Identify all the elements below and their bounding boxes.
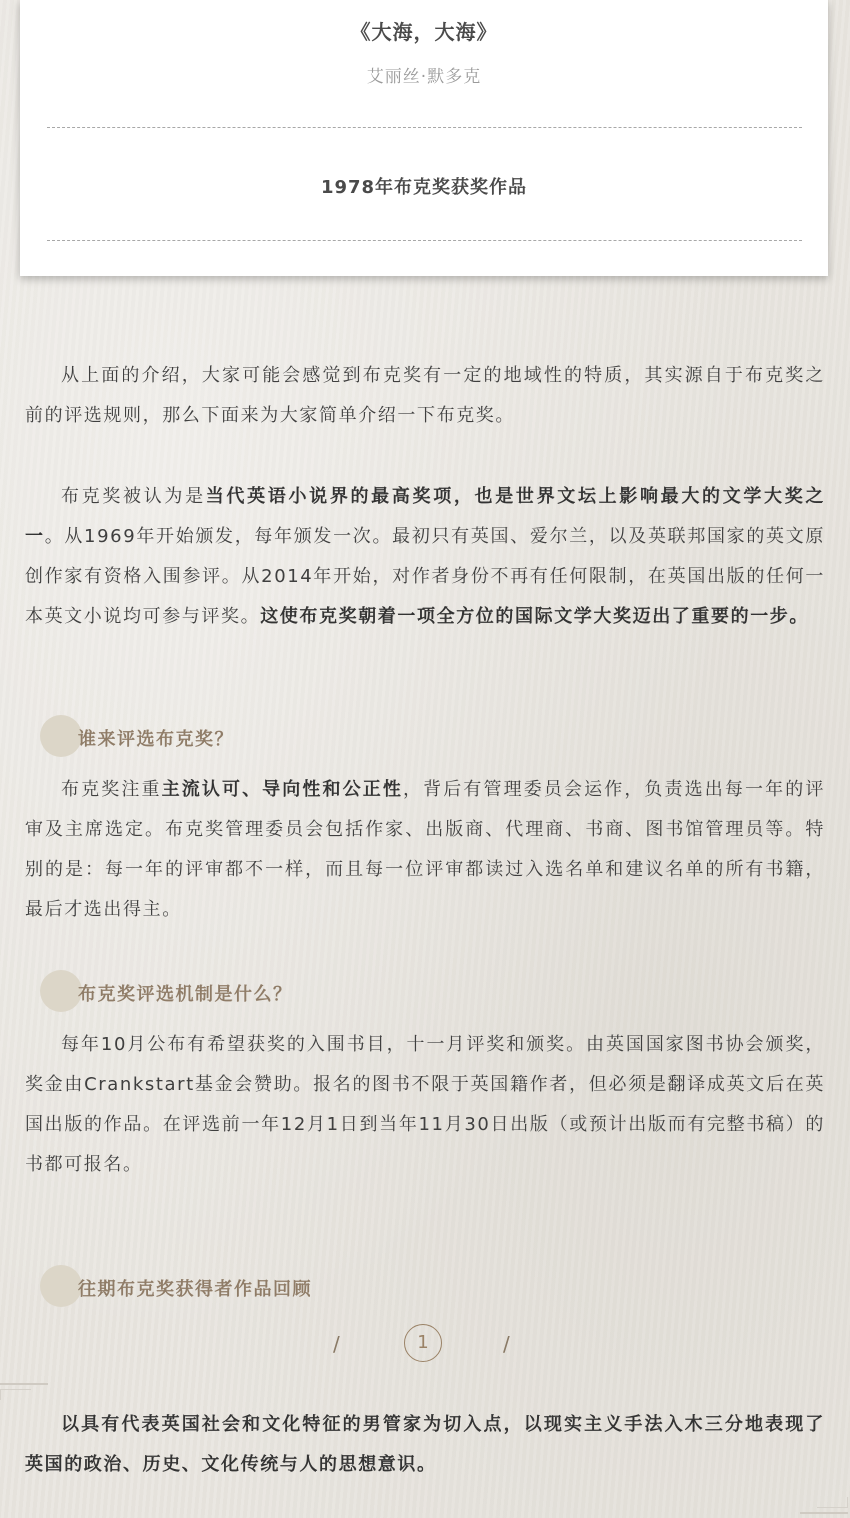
corner-ornament-bottom-right xyxy=(800,1494,848,1514)
card-divider-bottom xyxy=(47,240,802,241)
section-heading-review xyxy=(40,1265,540,1307)
pager-slash-right: / xyxy=(503,1332,510,1356)
about-text-2: 。从1969年开始颁发，每年颁发一次。最初只有英国、爱尔兰，以及英联邦国家的英文原创作家有资格入围参评。从2014年开始，对作者身份不再有任何限制，在英国出版的任何一本英文小说均可参与评奖。 xyxy=(25,526,825,627)
review-paragraph: 以具有代表英国社会和文化特征的男管家为切入点，以现实主义手法入木三分地表现了英国的政治、历史、文化传统与人的思想意识。 xyxy=(25,1414,825,1475)
heading-dot-icon xyxy=(40,715,82,757)
book-card xyxy=(20,0,828,276)
section-heading-mechanism xyxy=(40,970,540,1012)
judges-paragraph xyxy=(25,770,825,930)
judges-bold: 主流认可、导向性和公正性 xyxy=(161,779,404,800)
corner-ornament-top-left xyxy=(0,1383,48,1403)
card-divider-top xyxy=(47,127,802,128)
section-heading-text: 往期布克奖获得者作品回顾 xyxy=(78,1279,312,1300)
about-paragraph xyxy=(25,477,825,637)
heading-dot-icon xyxy=(40,1265,82,1307)
mechanism-paragraph: 每年10月公布有希望获奖的入围书目，十一月评奖和颁奖。由英国国家图书协会颁奖，奖金由Crankstart基金会赞助。报名的图书不限于英国籍作者，但必须是翻译成英文后在英国出版的作品。在评选前一年12月1日到当年11月30日出版（或预计出版而有完整书稿）的书都可报名。 xyxy=(25,1034,825,1175)
about-bold-1: 当代英语小说界的最高奖项，也是世界文坛上影响最大的文学大奖之一 xyxy=(25,486,825,547)
about-text-1: 布克奖被认为是 xyxy=(61,486,206,507)
pager-number: 1 xyxy=(404,1324,442,1362)
section-heading-judges xyxy=(40,715,540,757)
section-heading-text: 谁来评选布克奖？ xyxy=(78,729,234,750)
section-heading-text: 布克奖评选机制是什么？ xyxy=(78,984,293,1005)
book-title: 《大海，大海》 xyxy=(350,20,498,44)
about-bold-2: 这使布克奖朝着一项全方位的国际文学大奖迈出了重要的一步。 xyxy=(260,606,809,627)
judges-text-2: ，背后有管理委员会运作，负责选出每一年的评审及主席选定。布克奖管理委员会包括作家、出版商、代理商、书商、图书馆管理员等。特别的是：每一年的评审都不一样，而且每一位评审都读过入选名单和建议名单的所有书籍，最后才选出得主。 xyxy=(25,779,825,920)
book-author: 艾丽丝·默多克 xyxy=(366,67,482,87)
page-number-marker xyxy=(0,1324,850,1364)
intro-paragraph: 从上面的介绍，大家可能会感觉到布克奖有一定的地域性的特质，其实源自于布克奖之前的评选规则，那么下面来为大家简单介绍一下布克奖。 xyxy=(25,365,825,426)
heading-dot-icon xyxy=(40,970,82,1012)
book-award: 1978年布克奖获奖作品 xyxy=(320,177,528,198)
judges-text-1: 布克奖注重 xyxy=(61,779,162,800)
pager-slash-left: / xyxy=(333,1332,340,1356)
